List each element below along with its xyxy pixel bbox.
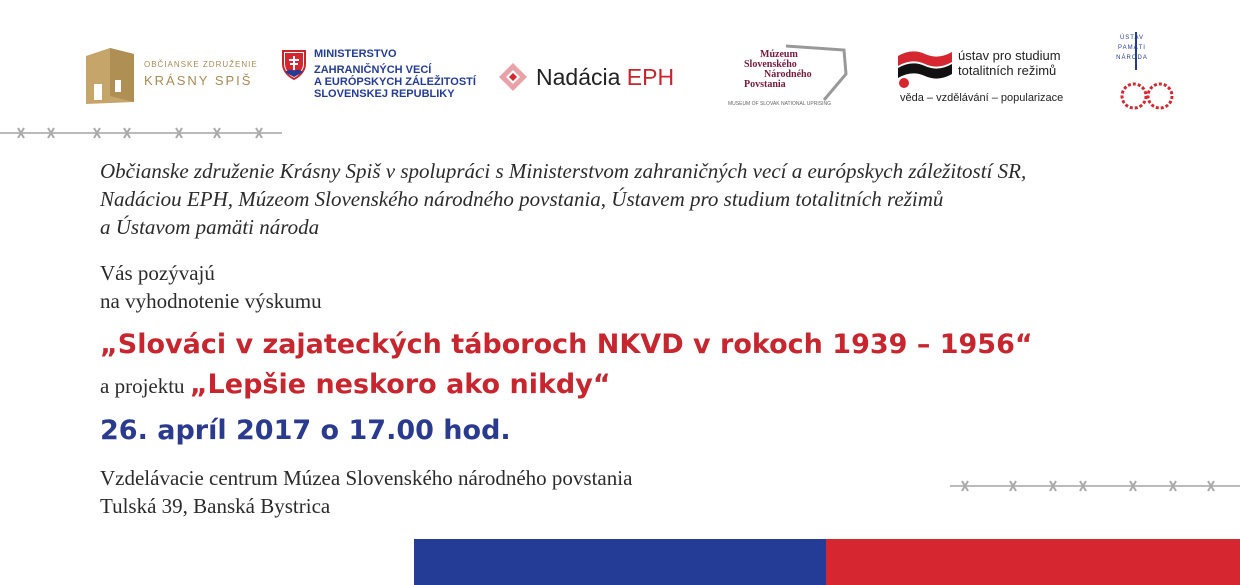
venue-line-2: Tulská 39, Banská Bystrica — [100, 494, 331, 518]
krasny-spis-logo — [82, 46, 262, 106]
upn-line2: PAMÄTI — [1118, 45, 1146, 51]
krasny-spis-line2: KRÁSNY SPIŠ — [144, 73, 253, 88]
upn-line3: NÁRODA — [1116, 55, 1148, 61]
upn-emblem-icon — [1112, 30, 1188, 116]
ustr-logo — [898, 48, 1088, 108]
barbed-wire-right — [950, 479, 1240, 493]
event-title: „Slováci v zajateckých táboroch NKVD v rokoch 1939 – 1956“ — [100, 329, 1033, 360]
nadacia-eph-logo — [498, 62, 688, 94]
intro-paragraph — [100, 157, 1200, 241]
upn-logo — [1112, 30, 1188, 116]
muzeum-subtitle: MUSEUM OF SLOVAK NATIONAL UPRISING — [728, 101, 831, 107]
ustr-line1: ústav pro studium — [958, 48, 1061, 63]
intro-line-2: Nadáciou EPH, Múzeom Slovenského národného povstania, Ústavem pro studium totalitních režimů — [100, 187, 944, 211]
muzeum-line4: Povstania — [744, 79, 786, 90]
krasny-spis-line1: OBČIANSKE ZDRUŽENIE — [144, 60, 258, 69]
slovak-coat-of-arms-icon — [282, 50, 306, 80]
muzeum-line2: Slovenského — [744, 59, 797, 70]
eph-name — [536, 64, 674, 91]
venue — [100, 464, 632, 520]
intro-line-3: a Ústavom pamäti národa — [100, 215, 320, 239]
project-title: „Lepšie neskoro ako nikdy“ — [189, 369, 611, 400]
muzeum-line3: Národného — [764, 69, 812, 80]
ministry-line1: MINISTERSTVO — [314, 48, 397, 60]
intro-line-1: Občianske združenie Krásny Spiš v spolupráci s Ministerstvom zahraničných vecí a európskych záležitostí SR, — [100, 159, 1027, 183]
invite-line-1: Vás pozývajú — [100, 261, 215, 285]
flag-bar-blue — [414, 539, 826, 585]
eph-diamond-icon — [498, 62, 528, 92]
ministry-logo — [282, 48, 482, 104]
muzeum-snp-logo — [726, 44, 856, 110]
ustr-line2: totalitních režimů — [958, 63, 1057, 78]
eph-name-a: Nadácia — [536, 64, 627, 90]
invite-text — [100, 259, 322, 315]
ustr-tagline: věda – vzdělávání – popularizace — [900, 92, 1064, 104]
venue-line-1: Vzdelávacie centrum Múzea Slovenského národného povstania — [100, 466, 633, 490]
project-prefix: a projektu — [100, 374, 190, 398]
project-line — [100, 369, 611, 400]
barbed-wire-top — [0, 126, 290, 140]
ministry-line3: A EURÓPSKYCH ZÁLEŽITOSTÍ — [314, 76, 476, 88]
muzeum-line1: Múzeum — [760, 49, 798, 60]
invite-line-2: na vyhodnotenie výskumu — [100, 289, 322, 313]
ustr-flag-waves-icon — [898, 48, 952, 88]
castle-tower-icon — [82, 46, 138, 106]
upn-line1: ÚSTAV — [1119, 35, 1145, 41]
event-date: 26. apríl 2017 o 17.00 hod. — [100, 415, 511, 446]
ministry-line2: ZAHRANIČNÝCH VECÍ — [314, 64, 432, 76]
ministry-line4: SLOVENSKEJ REPUBLIKY — [314, 88, 455, 100]
eph-name-b: EPH — [626, 64, 675, 90]
flag-bar-red — [826, 539, 1240, 585]
